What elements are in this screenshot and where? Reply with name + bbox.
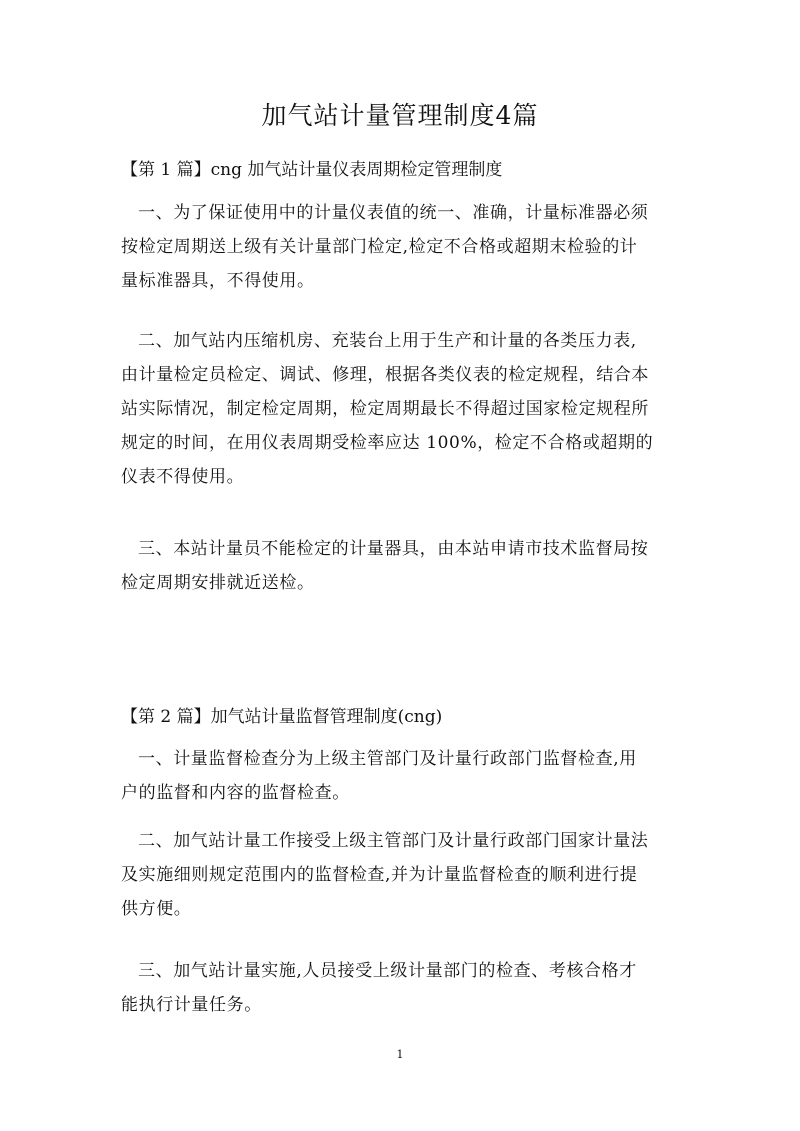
paragraph-line: 仪表不得使用。 xyxy=(121,467,245,487)
section-2-paragraph-1 xyxy=(121,742,693,810)
paragraph-line: 二、加气站计量工作接受上级主管部门及计量行政部门国家计量法 xyxy=(138,831,649,851)
paragraph-line: 及实施细则规定范围内的监督检查,并为计量监督检查的顺利进行提 xyxy=(121,865,638,885)
section-2-paragraph-2 xyxy=(121,824,693,926)
paragraph-line: 三、加气站计量实施,人员接受上级计量部门的检查、考核合格才 xyxy=(138,961,637,981)
paragraph-line: 规定的时间，在用仪表周期受检率应达 100%，检定不合格或超期的 xyxy=(121,433,654,453)
paragraph-line: 按检定周期送上级有关计量部门检定,检定不合格或超期末检验的计 xyxy=(121,237,638,257)
paragraph-line: 供方便。 xyxy=(121,899,192,919)
paragraph-line: 由计量检定员检定、调试、修理，根据各类仪表的检定规程，结合本 xyxy=(121,365,649,385)
paragraph-line: 三、本站计量员不能检定的计量器具，由本站申请市技术监督局按 xyxy=(138,539,649,559)
section-2-heading: 【第 2 篇】加气站计量监督管理制度(cng) xyxy=(121,707,443,727)
paragraph-line: 一、为了保证使用中的计量仪表值的统一、准确，计量标准器必须 xyxy=(138,203,649,223)
paragraph-line: 二、加气站内压缩机房、充装台上用于生产和计量的各类压力表, xyxy=(138,331,637,351)
section-2-paragraph-3 xyxy=(121,954,693,1022)
section-1-heading: 【第 1 篇】cng 加气站计量仪表周期检定管理制度 xyxy=(121,160,503,180)
paragraph-line: 站实际情况，制定检定周期，检定周期最长不得超过国家检定规程所 xyxy=(121,399,649,419)
paragraph-line: 一、计量监督检查分为上级主管部门及计量行政部门监督检查,用 xyxy=(138,749,637,769)
paragraph-line: 户的监督和内容的监督检查。 xyxy=(121,783,350,803)
section-1-paragraph-1 xyxy=(121,196,693,298)
paragraph-line: 检定周期安排就近送检。 xyxy=(121,573,315,593)
document-title: 加气站计量管理制度4篇 xyxy=(261,101,539,130)
paragraph-line: 能执行计量任务。 xyxy=(121,995,262,1015)
section-1-paragraph-2 xyxy=(121,324,693,494)
page-number: 1 xyxy=(396,1048,404,1061)
paragraph-line: 量标准器具，不得使用。 xyxy=(121,271,315,291)
section-1-paragraph-3 xyxy=(121,532,693,600)
